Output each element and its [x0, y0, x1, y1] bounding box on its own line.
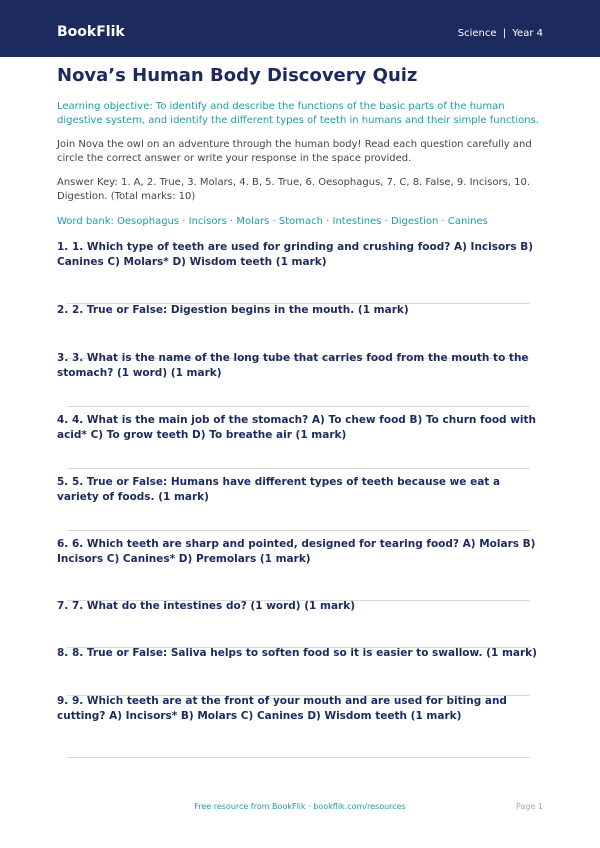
question-item: [57, 413, 543, 443]
word-bank: Word bank: Oesophagus · Incisors · Molars · Stomach · Intestines · Digestion · Canines: [57, 216, 488, 227]
brand-logo-text[interactable]: BookFlik: [57, 24, 125, 40]
subject-label: Science: [457, 28, 497, 39]
answer-line[interactable]: [67, 468, 530, 469]
question-item: [57, 240, 543, 270]
answer-line[interactable]: [67, 530, 530, 531]
footer-resource-link[interactable]: Free resource from BookFlik · bookflik.com/resources: [194, 802, 406, 811]
answer-line[interactable]: [67, 406, 530, 407]
question-item: [57, 646, 543, 661]
question-text: 6. 6. Which teeth are sharp and pointed, designed for tearing food? A) Molars B) Incisors C) Canines* D) Premolars (1 mark): [57, 538, 536, 565]
page-title: Nova’s Human Body Discovery Quiz: [57, 65, 418, 86]
worksheet-intro: [57, 62, 543, 229]
page-number: Page 1: [516, 802, 543, 811]
question-text: 3. 3. What is the name of the long tube that carries food from the mouth to the stomach? (1 word) (1 mark): [57, 352, 529, 379]
question-item: [57, 694, 543, 724]
header-separator: |: [502, 28, 507, 39]
question-text: 9. 9. Which teeth are at the front of your mouth and are used for biting and cutting? A) Incisors* B) Molars C) Canines D) Wisdom teeth (1 mark): [57, 695, 507, 722]
question-item: [57, 351, 543, 381]
question-item: [57, 475, 543, 505]
answer-line[interactable]: [67, 757, 530, 758]
intro-text: Join Nova the owl on an adventure through the human body! Read each question carefully and circle the correct answer or write your response in the space provided.: [57, 139, 532, 164]
question-text: 4. 4. What is the main job of the stomach? A) To chew food B) To churn food with acid* C) To grow teeth D) To breathe air (1 mark): [57, 414, 536, 441]
learning-objective: Learning objective: To identify and describe the functions of the basic parts of the human digestive system, and identify the different types of teeth in humans and their simple functions.: [57, 101, 539, 126]
question-text: 7. 7. What do the intestines do? (1 word) (1 mark): [57, 600, 356, 612]
question-item: [57, 537, 543, 567]
question-text: 5. 5. True or False: Humans have different types of teeth because we eat a variety of foods. (1 mark): [57, 476, 501, 503]
question-text: 2. 2. True or False: Digestion begins in the mouth. (1 mark): [57, 304, 409, 316]
question-text: 1. 1. Which type of teeth are used for grinding and crushing food? A) Incisors B) Canines C) Molars* D) Wisdom teeth (1 mark): [57, 241, 534, 268]
header-bar: [0, 0, 600, 57]
answer-key: Answer Key: 1. A, 2. True, 3. Molars, 4. B, 5. True, 6. Oesophagus, 7. C, 8. False, 9. Incisors, 10. Digestion. (Total marks: 10): [57, 177, 531, 202]
header-meta: [458, 28, 543, 40]
year-label: Year 4: [512, 28, 543, 39]
question-text: 8. 8. True or False: Saliva helps to soften food so it is easier to swallow. (1 mark): [57, 647, 537, 659]
question-item: [57, 599, 543, 614]
question-item: [57, 303, 543, 318]
